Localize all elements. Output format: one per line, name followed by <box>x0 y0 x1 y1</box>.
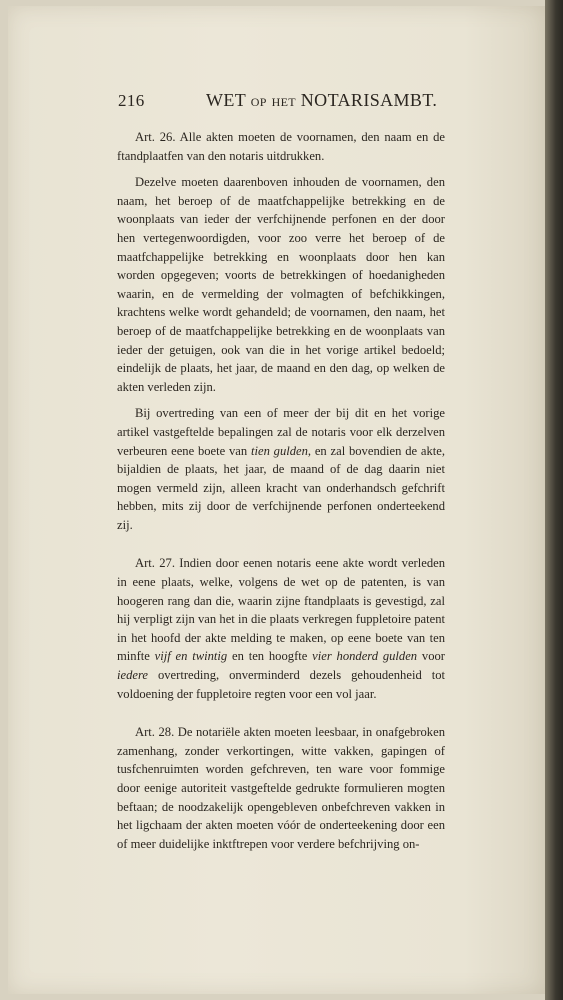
paragraph-art-26-contents <box>117 173 445 396</box>
text-run: , en zal bovendien de akte, bijaldien de plaats, het jaar, de maand of de dag daarin niet mogen vermeld zijn, alleen kracht van onderhandsch gefchrift hebben, mits zij door de verfchijnende perfonen onderteekend zij. <box>117 443 445 532</box>
title-het: HET <box>271 95 296 109</box>
text-run: en ten hoogfte <box>227 649 313 664</box>
title-op: OP <box>250 95 267 109</box>
book-spine <box>545 0 563 1000</box>
emphasis-run: vier honderd gulden <box>312 649 418 664</box>
page-body <box>117 128 445 861</box>
running-header <box>118 90 448 116</box>
paragraph-art-26 <box>117 128 445 165</box>
page-number: 216 <box>118 91 145 110</box>
emphasis-run: vijf en twintig <box>154 649 228 664</box>
text-run: Bij overtreding van een of meer der bij dit en het vorige artikel vastgeftelde bepalingen zal de notaris voor elk derzelven verbeuren eene boete van <box>117 406 445 458</box>
text-run: voor <box>417 649 445 664</box>
text-run: Art. 26. Alle akten moeten de voornamen, den naam en de ftandplaatfen van den notaris uitdrukken. <box>117 130 445 163</box>
emphasis-run: iedere <box>117 668 148 683</box>
text-run: Art. 28. De notariële akten moeten leesbaar, in onafgebroken zamenhang, zonder verkortingen, witte vakken, gapingen of tusfchenruimten worden gefchreven, ten ware voor fommige door eenige autoriteit vastgeftelde gedrukte formulieren mogten beftaan; de noodzakelijk opengebleven onbefchreven vakken in het ligchaam der akten moeten vóór de onderteekening door een of meer duidelijke inktftrepen voor verdere befchrijving on- <box>117 725 445 851</box>
text-run: Art. 27. Indien door eenen notaris eene akte wordt verleden in eene plaats, welke, volgens de wet op de patenten, is van hoogeren rang dan die, waarin zijne ftandplaats is gevestigd, zal hij verpligt zijn van het in die plaats verkregen fuppletoire patent in het hoofd der akte melding te maken, op eene boete van ten minfte <box>117 556 445 664</box>
text-run: overtreding, onverminderd dezels gehoudenheid tot voldoening der fuppletoire regten voor een vol jaar. <box>117 668 445 701</box>
emphasis-run: tien gulden <box>250 443 308 458</box>
book-page <box>8 6 545 994</box>
paragraph-art-27 <box>117 554 445 703</box>
running-title <box>206 90 437 111</box>
title-wet: WET <box>206 90 246 110</box>
paragraph-art-28 <box>117 723 445 853</box>
paragraph-art-26-penalty <box>117 404 445 534</box>
title-notarisambt: NOTARISAMBT. <box>300 90 438 110</box>
text-run: Dezelve moeten daarenboven inhouden de voornamen, den naam, het beroep of de maatfchappelijke betrekking en de woonplaats van ieder der verfchijnende perfonen en der door hen vertegenwoordigden, voor zoo verre het beroep of de maatfchappelijke betrekking en woonplaats door hen kan worden opgegeven; voorts de betrekkingen of hoedanigheden waarin, en de vermelding der volmagten of befchikkingen, krachtens welke wordt gehandeld; de voornamen, den naam, het beroep of de maatfchappelijke betrekking en de woonplaats van ieder der getuigen, ook van die in het vorige artikel bedoeld; eindelijk de plaats, het jaar, de maand en den dag, op welken de akten verleden zijn. <box>117 175 445 394</box>
